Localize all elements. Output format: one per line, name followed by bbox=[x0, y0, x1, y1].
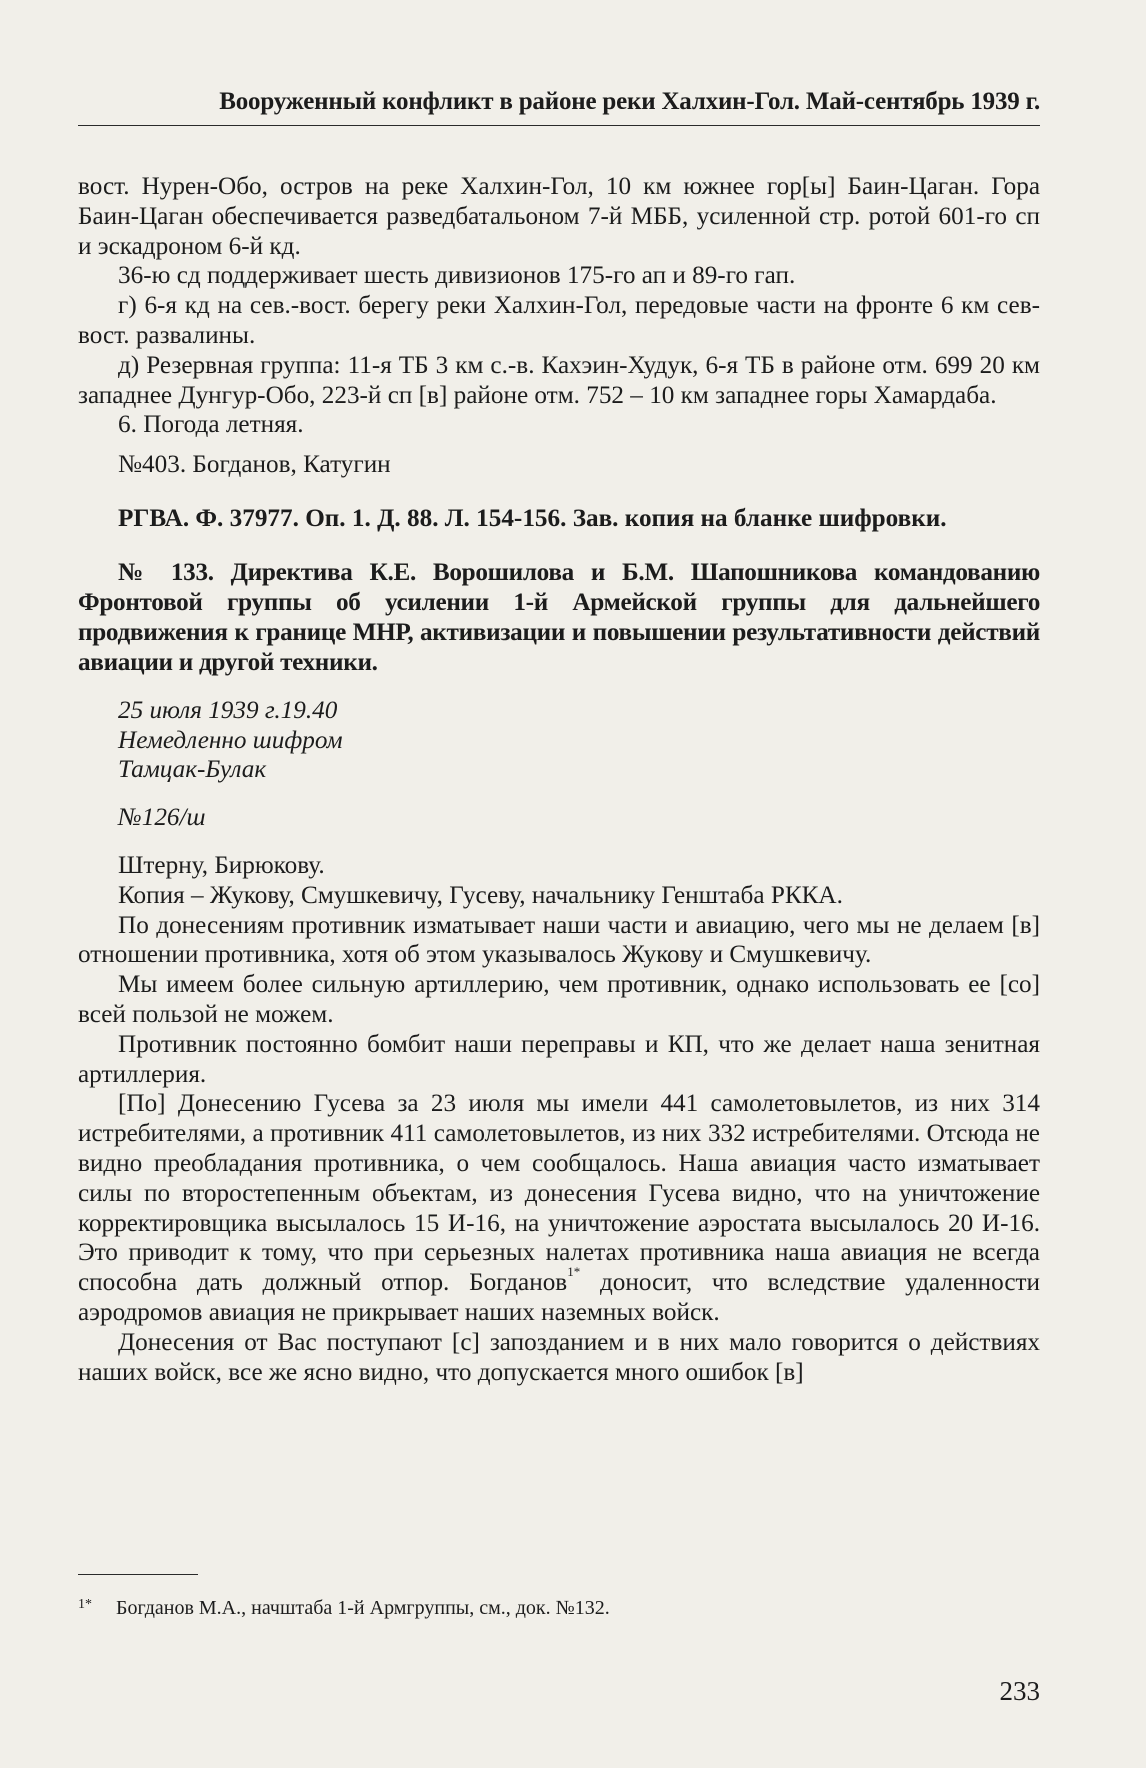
footnote-rule bbox=[78, 1574, 198, 1575]
document-date: 25 июля 1939 г.19.40 bbox=[118, 696, 338, 724]
addressee: Штерну, Бирюкову. bbox=[118, 851, 325, 879]
paragraph: г) 6-я кд на сев.-вост. берегу реки Халхин-Гол, передовые части на фронте 6 км сев-вост. развалины. bbox=[78, 292, 1040, 349]
footnote-reference: 1* bbox=[567, 1264, 581, 1280]
running-header: Вооруженный конфликт в районе реки Халхин-Гол. Май-сентябрь 1939 г. bbox=[219, 88, 1040, 115]
copy-recipients: Копия – Жукову, Смушкевичу, Гусеву, начальнику Генштаба РККА. bbox=[118, 881, 843, 909]
paragraph: Мы имеем более сильную артиллерию, чем противник, однако использовать ее [со] всей пользой не можем. bbox=[78, 971, 1040, 1028]
paragraph: Противник постоянно бомбит наши переправы и КП, что же делает наша зенитная артиллерия. bbox=[78, 1030, 1040, 1088]
document-number: №126/ш bbox=[118, 804, 206, 832]
paragraph: Донесения от Вас поступают [с] запозданием и в них мало говорится о действиях наших войск, все же ясно видно, что допускается много ошибок [в] bbox=[78, 1328, 1040, 1386]
page-number: 233 bbox=[999, 1676, 1040, 1706]
footnote-text: Богданов М.А., начштаба 1-й Армгруппы, см., док. №132. bbox=[116, 1597, 610, 1619]
paragraph bbox=[78, 1089, 1040, 1327]
paragraph: По донесениям противник изматывает наши части и авиацию, чего мы не делаем [в] отношении противника, хотя об этом указывалось Жукову и Смушкевичу. bbox=[78, 911, 1040, 969]
archive-reference: РГВА. Ф. 37977. Оп. 1. Д. 88. Л. 154-156. Зав. копия на бланке шифровки. bbox=[118, 504, 947, 532]
body-text bbox=[78, 172, 1040, 1387]
signature-line: №403. Богданов, Катугин bbox=[118, 451, 391, 479]
paragraph: 6. Погода летняя. bbox=[118, 411, 304, 439]
paragraph: 36-ю сд поддерживает шесть дивизионов 175-го ап и 89-го гап. bbox=[118, 262, 796, 290]
header-rule bbox=[78, 125, 1040, 126]
paragraph-text: [По] Донесению Гусева за 23 июля мы имели 441 самолетовылетов, из них 314 истребителями, а противник 411 самолетовылетов, из них 332 истребителями. Отсюда не видно преобладания противника, о чем сообщалось. Наша авиация часто изматывает силы по второстепенным объектам, из донесения Гусева видно, что на уничтожение корректировщика высылалось 15 И-16, на уничтожение аэростата высылалось 20 И-16. Это приводит к тому, что при серьезных налетах противника наша авиация не всегда способна дать должный отпор. Богданов bbox=[78, 1090, 1040, 1297]
paragraph: вост. Нурен-Обо, остров на реке Халхин-Гол, 10 км южнее гор[ы] Баин-Цаган. Гора Баин-Цаган обеспечивается разведбатальоном 7-й МББ, усиленной стр. ротой 601-го сп и эскадроном 6-й кд. bbox=[78, 173, 1040, 260]
document-urgency: Немедленно шифром bbox=[118, 726, 343, 754]
footnote-mark: 1* bbox=[78, 1597, 92, 1612]
document-place: Тамцак-Булак bbox=[118, 756, 267, 784]
paragraph-text: доносит, что вследствие удаленности аэродромов авиация не прикрывает наших наземных войск. bbox=[78, 1269, 1041, 1326]
paragraph: д) Резервная группа: 11-я ТБ 3 км с.-в. Кахэин-Худук, 6-я ТБ в районе отм. 699 20 км западнее Дунгур-Обо, 223-й сп [в] районе отм. 752 – 10 км западнее горы Хамардаба. bbox=[78, 351, 1040, 409]
document-title: № 133. Директива К.Е. Ворошилова и Б.М. Шапошникова командованию Фронтовой группы об усилении 1-й Армейской группы для дальнейшего продвижения к границе МНР, активизации и повышении результативности действий авиации и другой техники. bbox=[78, 558, 1040, 676]
footnote bbox=[78, 1596, 1040, 1620]
